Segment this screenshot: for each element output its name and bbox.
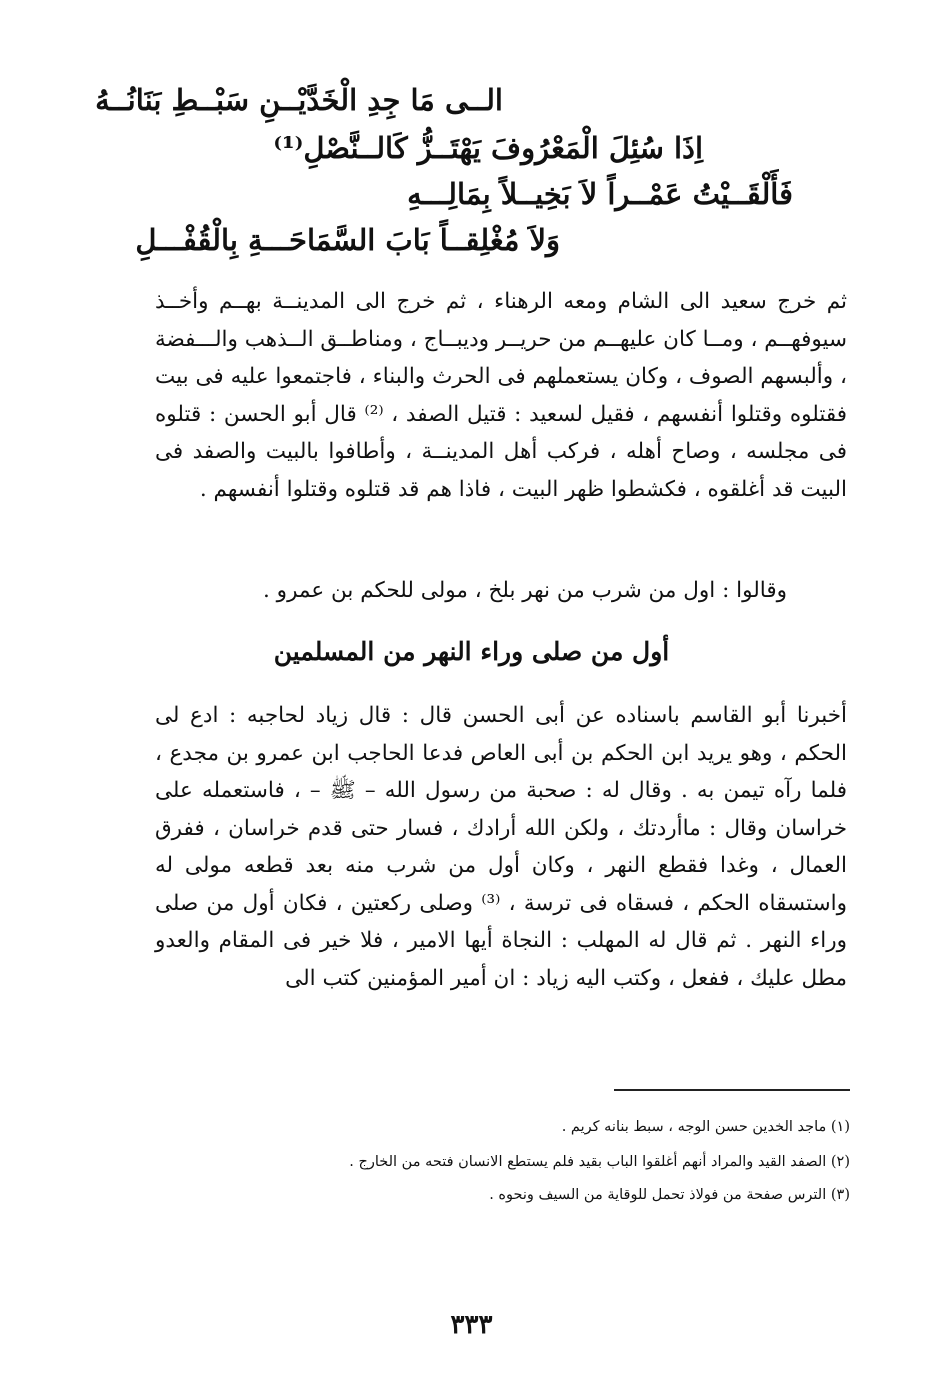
poem-verse-2: اِذَا سُئِلَ الْمَعْرُوفَ يَهْتَــزُّ كَالــنَّصْلِ⁽¹⁾ (273, 131, 703, 165)
paragraph-balkh-river: وقالوا : اول من شرب من نهر بلخ ، مولى للحكم بن عمرو . (263, 578, 787, 603)
footnote-1: (١) ماجد الخدين حسن الوجه ، سبط بنانه كريم . (561, 1119, 850, 1135)
footnote-2: (٢) الصفد القيد والمراد أنهم أغلقوا الباب بقيد فلم يستطع الانسان فتحه من الخارج . (349, 1154, 850, 1170)
section-heading: أول من صلى وراء النهر من المسلمين (273, 637, 670, 666)
paragraph-sa-id-story: ثم خرج سعيد الى الشام ومعه الرهناء ، ثم خرج الى المدينــة بهــم وأخــذ سيوفهــم ، ومــا كان عليهــم من حريــر وديبــاج ، ومناطــق الــذهب والـــفضة ، وألبسهم الصوف ، وكان يستعملهم فى الحرث والبناء ، فاجتمعوا عليه فى بيت فقتلوه وقتلوا أنفسهم ، فقيل لسعيد : قتيل الصفد ، ⁽²⁾ قال أبو الحسن : قتلوه فى مجلسه ، وصاح أهله ، فركب أهل المدينــة ، وأطافوا بالبيت والصفد فى البيت قد أغلقوه ، فكشطوا ظهر البيت ، فاذا هم قد قتلوه وقتلوا أنفسهم . (155, 289, 847, 502)
poem-verse-3: فَأَلْقَــيْتُ عَمْــراً لاَ بَخِيــلاً بِمَالِـــهِ (407, 177, 793, 211)
poem-verse-4: وَلاَ مُغْلِقــاً بَابَ السَّمَاحَـــةِ بِالْقُفْـــلِ (135, 223, 560, 257)
footnote-divider (614, 1089, 850, 1091)
paragraph-hakam-story: أخبرنا أبو القاسم باسناده عن أبى الحسن قال : قال زياد لحاجبه : ادع لى الحكم ، وهو يريد ابن الحكم بن أبى العاص فدعا الحاجب ابن عمرو بن مجدع ، فلما رآه تيمن به . وقال له : صحبة من رسول الله – ﷺ – ، فاستعمله على خراسان وقال : ماأردتك ، ولكن الله أرادك ، فسار حتى قدم خراسان ، ففرق العمال ، وغدا فقطع النهر ، وكان أول من شرب منه بعد قطعه مولى له واستسقاه الحكم ، فسقاه فى ترسة ، ⁽³⁾ وصلى ركعتين ، فكان أول من صلى وراء النهر . ثم قال له المهلب : النجاة أيها الامير ، فلا خير فى المقام والعدو مطل عليك ، ففعل ، وكتب اليه زياد : ان أمير المؤمنين كتب الى (155, 703, 847, 991)
footnote-3: (٣) الترس صفحة من فولاذ تحمل للوقاية من السيف ونحوه . (489, 1187, 850, 1203)
poem-verse-1: الــى مَا جِدِ الْخَدَّيْــنِ سَبْــطِ بَنَانُــهُ (95, 83, 503, 117)
page-number: ٣٣٣ (450, 1310, 493, 1340)
